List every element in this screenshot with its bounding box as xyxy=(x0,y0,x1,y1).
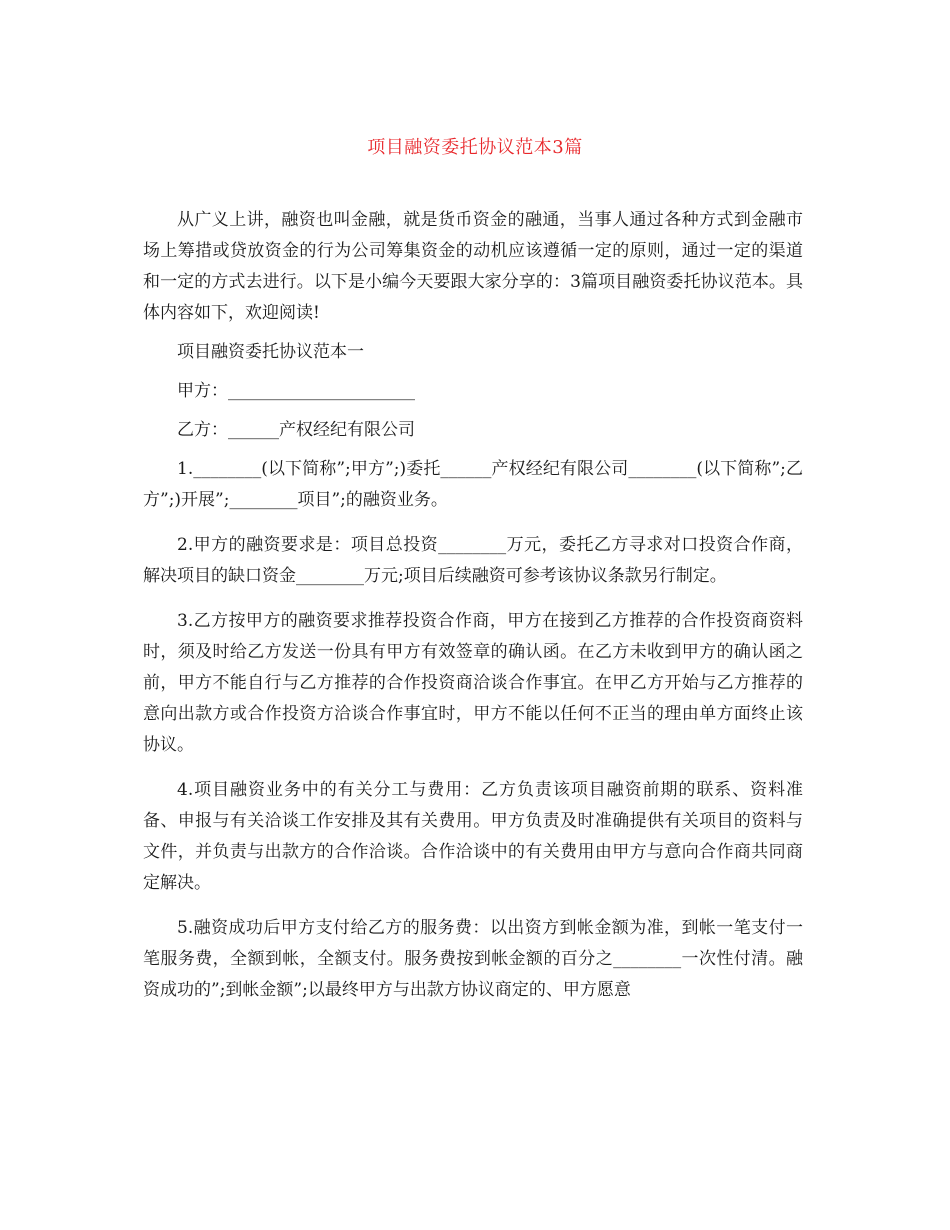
intro-paragraph: 从广义上讲，融资也叫金融，就是货币资金的融通，当事人通过各种方式到金融市场上筹措或贷放资金的行为公司筹集资金的动机应该遵循一定的原则，通过一定的渠道和一定的方式去进行。以下是小编今天要跟大家分享的：3篇项目融资委托协议范本。具体内容如下，欢迎阅读! xyxy=(143,210,803,323)
clause-2: 2.甲方的融资要求是：项目总投资________万元，委托乙方寻求对口投资合作商，解决项目的缺口资金________万元;项目后续融资可参考该协议条款另行制定。 xyxy=(143,535,803,586)
document-body xyxy=(143,205,803,1020)
section-title: 项目融资委托协议范本一 xyxy=(177,342,364,362)
clause-4: 4.项目融资业务中的有关分工与费用：乙方负责该项目融资前期的联系、资料准备、申报与有关洽谈工作安排及其有关费用。甲方负责及时准确提供有关项目的资料与文件，并负责与出款方的合作洽谈。合作洽谈中的有关费用由甲方与意向合作商共同商定解决。 xyxy=(143,780,803,893)
document-title: 项目融资委托协议范本3篇 xyxy=(367,137,583,158)
party-b-line: 乙方：______产权经纪有限公司 xyxy=(177,420,415,440)
clause-5: 5.融资成功后甲方支付给乙方的服务费：以出资方到帐金额为准，到帐一笔支付一笔服务费，全额到帐，全额支付。服务费按到帐金额的百分之________一次性付清。融资成功的”;到帐金额”;以最终甲方与出款方协议商定的、甲方愿意 xyxy=(143,918,803,1000)
party-a-line: 甲方：______________________ xyxy=(177,381,415,401)
clause-1: 1.________(以下简称”;甲方”;)委托______产权经纪有限公司________(以下简称”;乙方”;)开展”;________项目”;的融资业务。 xyxy=(143,459,803,510)
clause-3: 3.乙方按甲方的融资要求推荐投资合作商，甲方在接到乙方推荐的合作投资商资料时，须及时给乙方发送一份具有甲方有效签章的确认函。在乙方未收到甲方的确认函之前，甲方不能自行与乙方推荐的合作投资商洽谈合作事宜。在甲乙方开始与乙方推荐的意向出款方或合作投资方洽谈合作事宜时，甲方不能以任何不正当的理由单方面终止该协议。 xyxy=(143,611,803,755)
